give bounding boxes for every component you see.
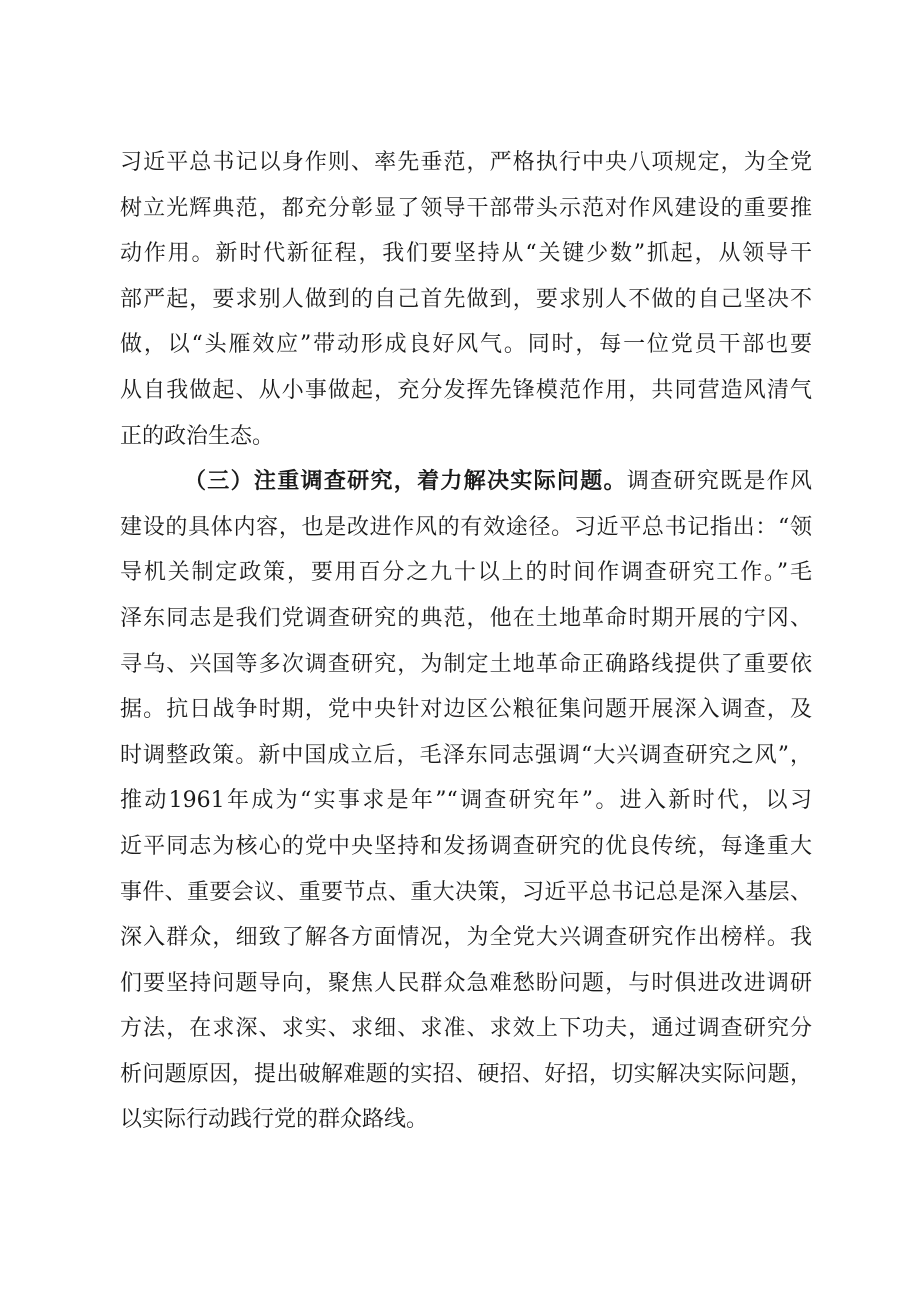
section-heading: （三）注重调查研究，着力解决实际问题。 bbox=[184, 468, 627, 495]
paragraph-line: 泽东同志是我们党调查研究的典范，他在土地革命时期开展的宁冈、 bbox=[120, 605, 812, 631]
paragraph-line: 深入群众，细致了解各方面情况，为全党大兴调查研究作出榜样。我 bbox=[120, 925, 812, 951]
paragraph-line: 事件、重要会议、重要节点、重大决策，习近平总书记总是深入基层、 bbox=[120, 879, 812, 905]
paragraph-line: 树立光辉典范，都充分彰显了领导干部带头示范对作风建设的重要推 bbox=[120, 195, 812, 221]
paragraph-line: 导机关制定政策，要用百分之九十以上的时间作调查研究工作。”毛 bbox=[120, 560, 812, 586]
paragraph-line: 寻乌、兴国等多次调查研究，为制定土地革命正确路线提供了重要依 bbox=[120, 651, 812, 677]
paragraph-line: 据。抗日战争时期，党中央针对边区公粮征集问题开展深入调查，及 bbox=[120, 697, 812, 723]
paragraph-line: 方法，在求深、求实、求细、求准、求效上下功夫，通过调查研究分 bbox=[120, 1016, 812, 1042]
document-body bbox=[120, 140, 812, 1143]
paragraph-line: 以实际行动践行党的群众路线。 bbox=[120, 1107, 429, 1133]
paragraph-line: 做，以“头雁效应”带动形成良好风气。同时，每一位党员干部也要 bbox=[120, 332, 812, 358]
paragraph-line: 建设的具体内容，也是改进作风的有效途径。习近平总书记指出：“领 bbox=[120, 514, 812, 540]
paragraph-line: 习近平总书记以身作则、率先垂范，严格执行中央八项规定，为全党 bbox=[120, 150, 812, 175]
section-three-first-line bbox=[120, 459, 812, 505]
paragraph-line: 近平同志为核心的党中央坚持和发扬调查研究的优良传统，每逢重大 bbox=[120, 833, 812, 859]
paragraph-line: 正的政治生态。 bbox=[120, 423, 275, 449]
paragraph-line: 从自我做起、从小事做起，充分发挥先锋模范作用，共同营造风清气 bbox=[120, 377, 812, 403]
section-first-line-text: 调查研究既是作风 bbox=[626, 469, 812, 495]
paragraph-line: 时调整政策。新中国成立后，毛泽东同志强调“大兴调查研究之风”， bbox=[120, 742, 812, 768]
paragraph-line: 们要坚持问题导向，聚焦人民群众急难愁盼问题，与时俱进改进调研 bbox=[120, 970, 812, 996]
paragraph-line: 动作用。新时代新征程，我们要坚持从“关键少数”抓起，从领导干 bbox=[120, 241, 812, 267]
paragraph-line: 析问题原因，提出破解难题的实招、硬招、好招，切实解决实际问题， bbox=[120, 1061, 812, 1087]
paragraph-line: 部严起，要求别人做到的自己首先做到，要求别人不做的自己坚决不 bbox=[120, 286, 812, 312]
paragraph-line: 推动1961年成为“实事求是年”“调查研究年”。进入新时代，以习 bbox=[120, 788, 812, 814]
